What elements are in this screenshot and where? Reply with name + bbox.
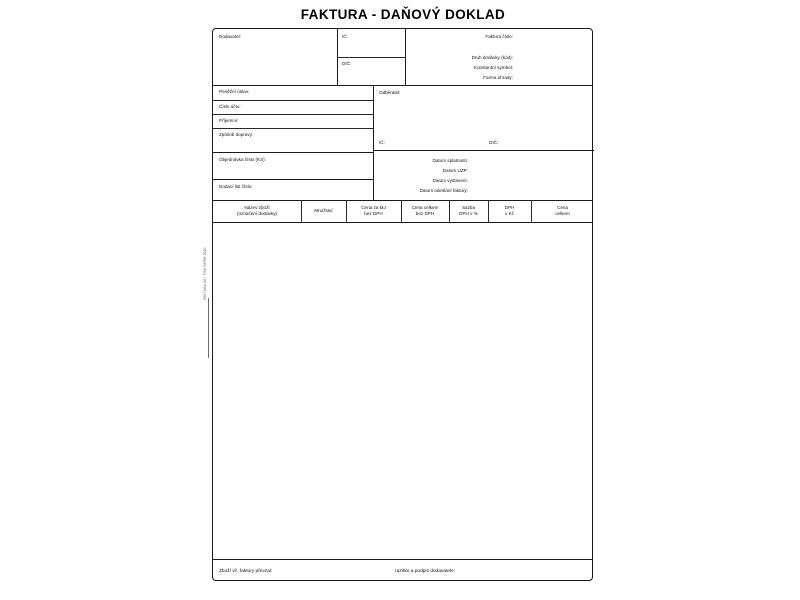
column-header-cena-celkem-bez-dph [401,200,449,222]
rule-col-3 [401,200,402,222]
uzp-date-label: Datum UZP: [442,168,468,173]
column-header-line2: celkem [555,211,570,216]
supplier-ico-cell[interactable] [337,29,405,57]
payment-form-label: Forma úhrady: [483,75,513,80]
customer-cell[interactable] [373,85,594,137]
dates-cell[interactable] [373,150,594,200]
due-date-label: Datum splatnosti: [432,158,468,163]
invoice-meta-cell[interactable] [405,29,594,85]
side-rule [208,298,209,358]
customer-label: Odběratel: [379,90,401,95]
supplier-ico-label: IČ: [342,34,348,39]
sent-date-label: Datum odeslání faktury: [419,188,468,193]
delivery-type-label: Druh dodávky (kód): [471,55,513,60]
column-header-line2: DPH v % [459,211,478,216]
transport-cell[interactable] [213,128,373,152]
column-header-line2: bez DPH [364,211,383,216]
footer-row[interactable] [213,559,594,580]
items-body-area[interactable] [213,222,594,559]
rule-col-4 [449,200,450,222]
column-header-cena-celkem [531,200,594,222]
rule-col-6 [531,200,532,222]
customer-ico-label: IČ: [379,140,385,145]
bank-label: Peněžní ústav: [219,89,250,94]
column-header-line2: v Kč [505,211,514,216]
order-number-cell[interactable] [213,152,373,179]
customer-dic-label: DIČ: [489,140,499,145]
rule-col-5 [488,200,489,222]
recipient-label: Příjemce: [219,118,239,123]
issue-date-label: Datum vystavení: [432,178,468,183]
column-header-line1: Sazba [461,205,476,211]
invoice-form [212,28,593,581]
column-header-mnozstvi [301,200,346,222]
transport-label: Způsob dopravy: [219,132,254,137]
column-header-line1: Cena celkem [411,205,439,211]
column-header-line1: DPH [504,205,515,211]
supplier-dic-cell[interactable] [337,57,405,85]
delivery-note-label: Dodací list číslo: [219,184,253,189]
recipient-cell[interactable] [213,114,373,128]
rule-col-2 [346,200,347,222]
invoice-number-label: Faktura číslo: [485,34,513,39]
items-table-header [213,200,592,222]
column-header-dph-v-kc [488,200,531,222]
delivery-note-cell[interactable] [213,179,373,200]
supplier-cell[interactable] [213,29,337,85]
column-header-line1: Název zboží [244,205,270,211]
column-header-nazev-zbozi [213,200,301,222]
supplier-label: Dodavatel: [219,34,241,39]
rule-col-1 [301,200,302,222]
column-header-sazba-dph [449,200,488,222]
goods-received-label: Zboží vč. faktury převzal: [219,569,273,574]
column-header-line2: bez DPH [415,211,435,216]
column-header-line1: Cena [557,205,568,211]
supplier-dic-label: DIČ: [342,61,352,66]
supplier-stamp-label: razítko a podpis dodavatele: [395,569,456,574]
constant-symbol-label: Konstantní symbol: [473,65,513,70]
side-mark-text: FAKTURA A5 / TISK PAPÍR 2010 [203,247,207,300]
column-header-line1: Cena za MJ [361,205,386,211]
account-cell[interactable] [213,100,373,114]
column-header-cena-za-mj [346,200,401,222]
order-number-label: Objednávka číslo (KS): [219,157,266,162]
column-header-line2: (označení dodávky) [236,211,278,216]
account-label: Číslo účtu: [219,104,241,109]
bank-cell[interactable] [213,85,373,100]
column-header-line1: Množství [314,208,333,214]
page-title: FAKTURA - DAŇOVÝ DOKLAD [300,7,506,22]
customer-ico-dic-cell[interactable] [373,137,594,150]
